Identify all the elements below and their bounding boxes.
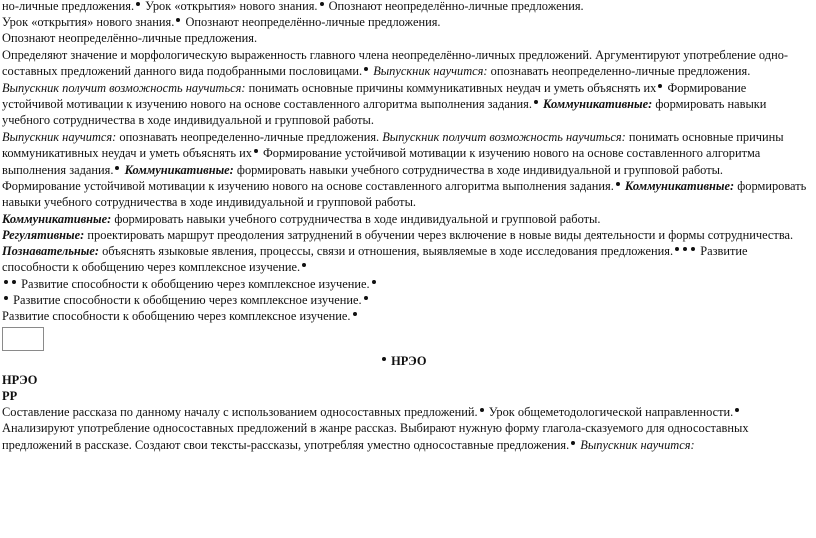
bullet-icon — [364, 67, 368, 71]
bullet-icon — [382, 357, 386, 361]
paragraph-4 — [2, 211, 810, 227]
paragraph-2 — [2, 129, 810, 178]
bullet-icon — [115, 166, 119, 170]
text: Определяют значение и морфологическую выраженность главного члена неопределённо-личных предложений. Аргументируют употребление одно-составных предложений данного вида подобранными пословицами. — [2, 48, 789, 79]
text: РР — [2, 389, 18, 403]
bullet-icon — [353, 312, 357, 316]
bullet-icon — [616, 182, 620, 186]
text: формировать навыки учебного сотрудничества в ходе индивидуальной и групповой работы. — [233, 162, 724, 177]
text: Составление рассказа по данному началу с использованием односоставных предложений. — [2, 405, 478, 419]
bullet-icon — [480, 408, 484, 412]
bullet-icon — [302, 263, 306, 267]
text: понимать основные причины коммуникативных неудач и уметь объяснять их — [245, 80, 657, 95]
label: Коммуникативные: — [2, 212, 112, 226]
text: Опознают неопределённо-личные предложения. — [182, 15, 441, 29]
label: Регулятивные: — [2, 228, 85, 242]
nreo-heading — [380, 353, 427, 369]
bullet-icon — [658, 84, 662, 88]
label: Коммуникативные: — [121, 162, 234, 177]
paragraph-8 — [2, 292, 810, 308]
label: Выпускник научится: — [370, 64, 488, 79]
text: опознавать неопределенно-личные предложения. — [487, 64, 751, 79]
text-line-1 — [2, 0, 810, 14]
bullet-icon — [735, 408, 739, 412]
paragraph-3 — [2, 178, 810, 211]
paragraph-6 — [2, 243, 810, 276]
text: Опознают неопределённо-личные предложения. — [2, 31, 258, 45]
bullet-icon — [4, 280, 8, 284]
text: формировать навыки учебного сотрудничества в ходе индивидуальной и групповой работы. — [2, 179, 807, 210]
text: Урок «открытия» нового знания. — [142, 0, 318, 13]
text: Формирование устойчивой мотивации к изучению нового на основе составленного алгоритма выполнения задания. — [2, 179, 614, 193]
text: Развитие способности к обобщению через комплексное изучение. — [18, 277, 370, 291]
label: Выпускник научится: — [2, 130, 117, 144]
text: понимать основные причины коммуникативных неудач и уметь объяснять их — [2, 130, 784, 161]
label: Коммуникативные: — [539, 96, 653, 111]
text-line-3 — [2, 30, 810, 46]
text: Опознают неопределённо-личные предложения. — [325, 0, 584, 13]
rr-label — [2, 388, 810, 404]
text: НРЭО — [2, 373, 38, 387]
text: Урок общеметодологической направленности. — [485, 405, 734, 419]
bullet-icon — [254, 149, 258, 153]
text: объяснять языковые явления, процессы, связи и отношения, выявляемые в ходе исследования предложения. — [99, 244, 674, 258]
text: проектировать маршрут преодоления затруднений в обучении через включение в новые виды деятельности и формы сотрудничества. — [84, 228, 794, 242]
text: Развитие способности к обобщению через комплексное изучение. — [2, 244, 748, 275]
bullet-icon — [136, 2, 140, 6]
label: Выпускник получит возможность научиться: — [379, 130, 626, 144]
paragraph-9 — [2, 308, 810, 324]
bullet-icon — [534, 100, 538, 104]
bullet-icon — [675, 247, 679, 251]
bullet-icon — [571, 441, 575, 445]
label: Выпускник научится: — [577, 437, 695, 452]
nreo-label — [2, 372, 810, 388]
section-1 — [2, 404, 810, 453]
bullet-icon — [4, 296, 8, 300]
text: Формирование устойчивой мотивации к изучению нового на основе составленного алгоритма выполнения задания. — [2, 146, 761, 177]
label: Коммуникативные: — [621, 179, 735, 193]
bullet-icon — [372, 280, 376, 284]
text: формировать навыки учебного сотрудничества в ходе индивидуальной и групповой работы. — [111, 212, 601, 226]
paragraph-1 — [2, 47, 810, 128]
bullet-icon — [364, 296, 368, 300]
text-line-2 — [2, 14, 810, 30]
bullet-icon — [176, 18, 180, 22]
paragraph-7 — [2, 276, 810, 292]
text: формировать навыки учебного сотрудничества в ходе индивидуальной и групповой работы. — [2, 96, 767, 128]
text: НРЭО — [388, 354, 427, 368]
paragraph-5 — [2, 227, 810, 243]
bullet-icon — [691, 247, 695, 251]
text: Развитие способности к обобщению через комплексное изучение. — [10, 293, 362, 307]
label: Познавательные: — [2, 244, 100, 258]
text: Развитие способности к обобщению через комплексное изучение. — [2, 309, 351, 323]
empty-table-cell — [2, 327, 44, 351]
label: Выпускник получит возможность научиться: — [2, 80, 246, 95]
bullet-icon — [320, 2, 324, 6]
text: Формирование устойчивой мотивации к изучению нового на основе составленного алгоритма выполнения задания. — [2, 80, 747, 111]
bullet-icon — [12, 280, 16, 284]
text: но-личные предложения. — [2, 0, 135, 13]
text: опознавать неопределенно-личные предложения. — [116, 130, 380, 144]
text: Урок «открытия» нового знания. — [2, 15, 175, 29]
bullet-icon — [683, 247, 687, 251]
text: Анализируют употребление односоставных предложений в жанре рассказ. Выбирают нужную форму глагола-сказуемого для односоставных предложений в рассказе. Создают свои тексты-рассказы, употребляя уместно односоставные предложения. — [2, 421, 749, 452]
